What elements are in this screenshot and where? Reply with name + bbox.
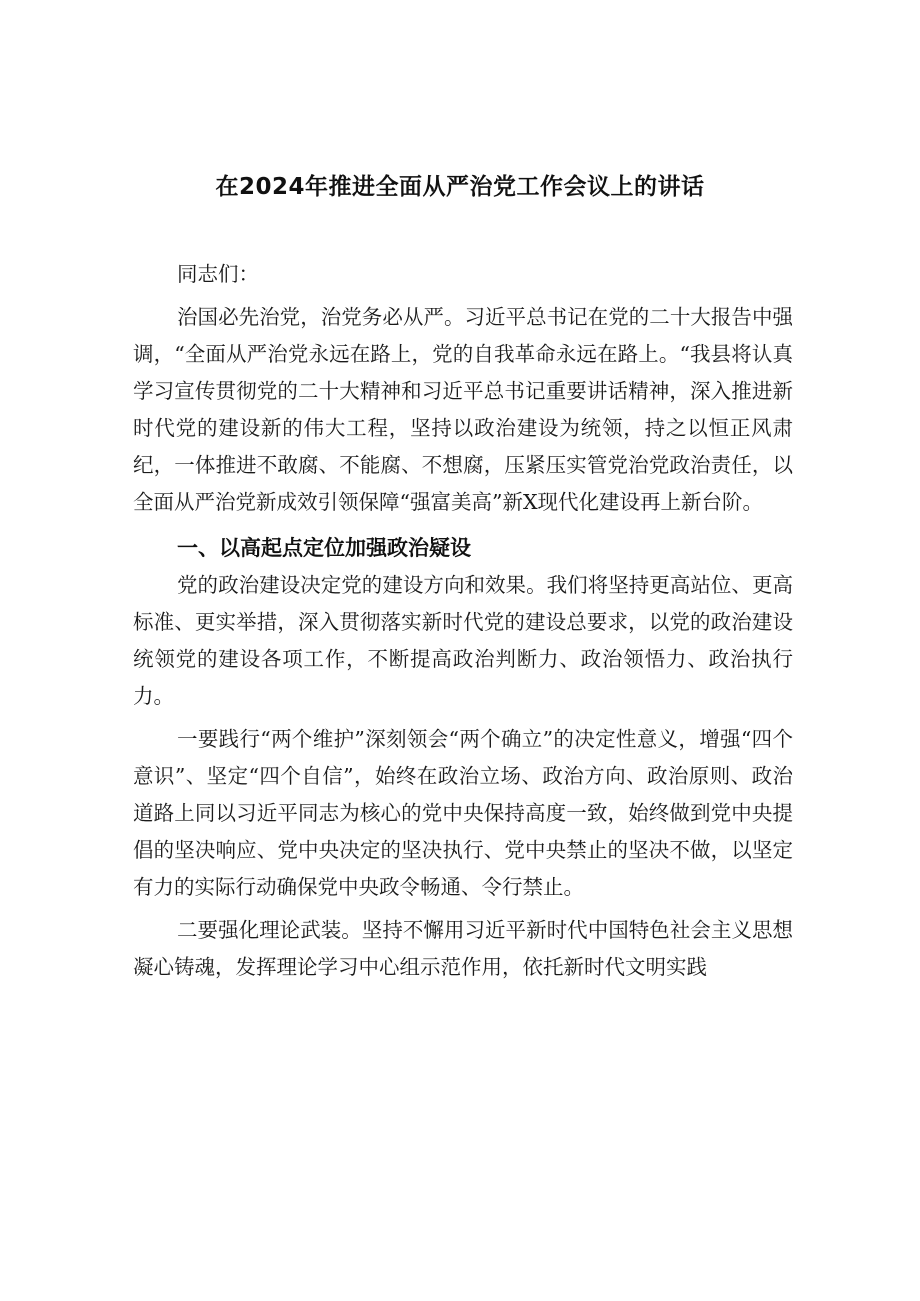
section-paragraph-3: 二要强化理论武装。坚持不懈用习近平新时代中国特色社会主义思想凝心铸魂，发挥理论学习中心组示范作用，依托新时代文明实践 [133, 918, 793, 979]
salutation: 同志们： [177, 262, 259, 286]
document-title: 在2024年推进全面从严治党工作会议上的讲话 [215, 174, 705, 200]
document-body [133, 256, 793, 986]
intro-paragraph: 治国必先治党，治党务必从严。习近平总书记在党的二十大报告中强调，“全面从严治党永远在路上，党的自我革命永远在路上。“我县将认真学习宣传贯彻党的二十大精神和习近平总书记重要讲话精神，深入推进新时代党的建设新的伟大工程，坚持以政治建设为统领，持之以恒正风肃纪，一体推进不敢腐、不能腐、不想腐，压紧压实管党治党政治责任，以全面从严治党新成效引领保障“强富美高”新X现代化建设再上新台阶。 [133, 305, 793, 514]
section-paragraph-1: 党的政治建设决定党的建设方向和效果。我们将坚持更高站位、更高标准、更实举措，深入贯彻落实新时代党的建设总要求，以党的政治建设统领党的建设各项工作，不断提高政治判断力、政治领悟力、政治执行力。 [133, 573, 793, 708]
section-paragraph-2: 一要践行“两个维护”深刻领会“两个确立”的决定性意义，增强“四个意识”、坚定“四个自信”，始终在政治立场、政治方向、政治原则、政治道路上同以习近平同志为核心的党中央保持高度一致，始终做到党中央提倡的坚决响应、党中央决定的坚决执行、党中央禁止的坚决不做，以坚定有力的实际行动确保党中央政令畅通、令行禁止。 [133, 727, 793, 899]
section-heading: 一、以高起点定位加强政治疑设 [177, 536, 471, 560]
